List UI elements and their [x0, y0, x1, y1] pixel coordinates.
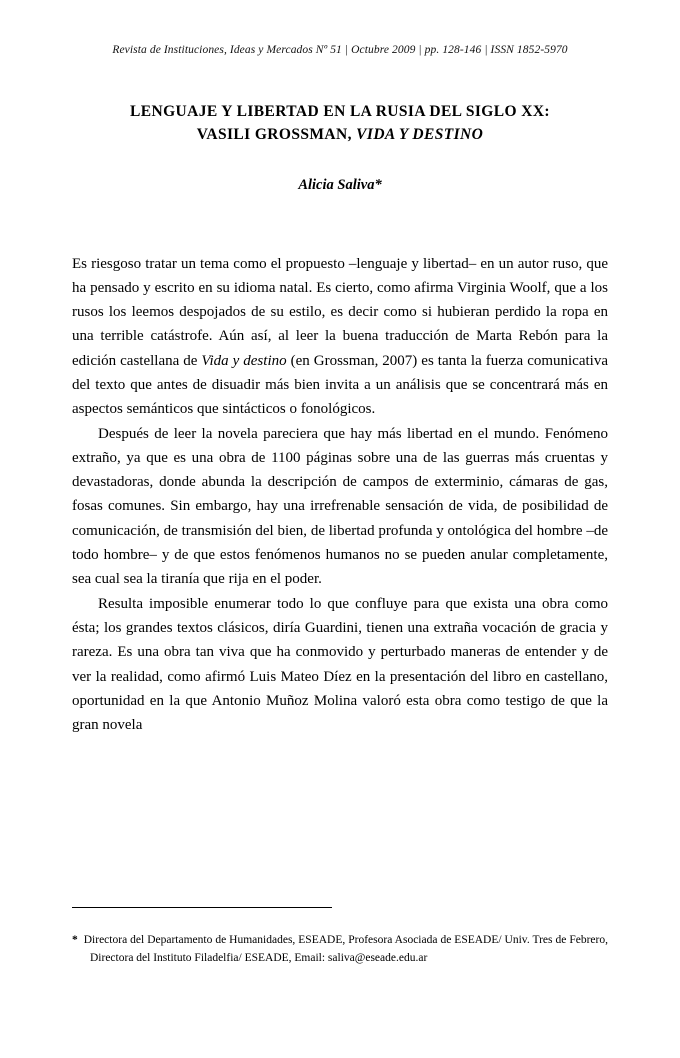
- book-title-italic: Vida y destino: [201, 352, 287, 369]
- footnote-body: [72, 932, 608, 968]
- footnote-divider: [72, 907, 332, 908]
- title-line-2-italic: VIDA Y DESTINO: [356, 126, 484, 144]
- footnote-text: Directora del Departamento de Humanidades, ESEADE, Profesora Asociada de ESEADE/ Univ. Tres de Febrero, Directora del Instituto Filadelfia/ ESEADE, Email: saliva@eseade.edu.ar: [83, 934, 608, 965]
- paragraph-2: Después de leer la novela pareciera que hay más libertad en el mundo. Fenómeno extraño, ya que es una obra de 1100 páginas sobre una de las guerras más cruentas y devastadoras, donde abunda la descripción de campos de exterminio, cámaras de gas, fosas comunes. Sin embargo, hay una irrefrenable sensación de vida, de posibilidad de comunicación, de transmisión del bien, de libertad profunda y ontológica del hombre –de todo hombre– y de que estos fenómenos humanos no se pueden anular completamente, sea cual sea la tiranía que rija en el poder.: [72, 425, 608, 588]
- article-body: [72, 252, 608, 738]
- title-line-2: [72, 123, 608, 146]
- paragraph-3: Resulta imposible enumerar todo lo que confluye para que exista una obra como ésta; los grandes textos clásicos, diría Guardini, tienen una extraña vocación de gracia y rareza. Es una obra tan viva que ha conmovido y perturbado maneras de entender y de ver la realidad, como afirmó Luis Mateo Díez en la presentación del libro en castellano, oportunidad en la que Antonio Muñoz Molina valoró esta obra como testigo de que la gran novela: [72, 595, 608, 734]
- title-line-2-prefix: VASILI GROSSMAN,: [196, 126, 357, 144]
- paragraph-1: [72, 252, 608, 422]
- paragraph-1-part-b: (en Grossman, 2007) es tanta la fuerza comunicativa del texto que antes de disuadir más bien invita a un análisis que se concentrará más en aspectos semánticos que sintácticos o fonológicos.: [72, 352, 608, 418]
- footnote: [72, 932, 608, 968]
- running-head: Revista de Instituciones, Ideas y Mercados Nº 51 | Octubre 2009 | pp. 128-146 | ISSN 1852-5970: [112, 44, 568, 56]
- author-name: Alicia Saliva*: [298, 176, 382, 193]
- title-line-1: LENGUAJE Y LIBERTAD EN LA RUSIA DEL SIGLO XX:: [130, 103, 550, 120]
- footnote-marker: *: [72, 934, 78, 947]
- article-title: [72, 100, 608, 147]
- paragraph-1-part-a: Es riesgoso tratar un tema como el propuesto –lenguaje y libertad– en un autor ruso, que ha pensado y escrito en su idioma natal. Es cierto, como afirma Virginia Woolf, que a los rusos los leemos despojados de su estilo, es decir como si hubieran perdido la ropa en una terrible catástrofe. Aún así, al leer la buena traducción de Marta Rebón para la edición castellana de: [72, 255, 608, 369]
